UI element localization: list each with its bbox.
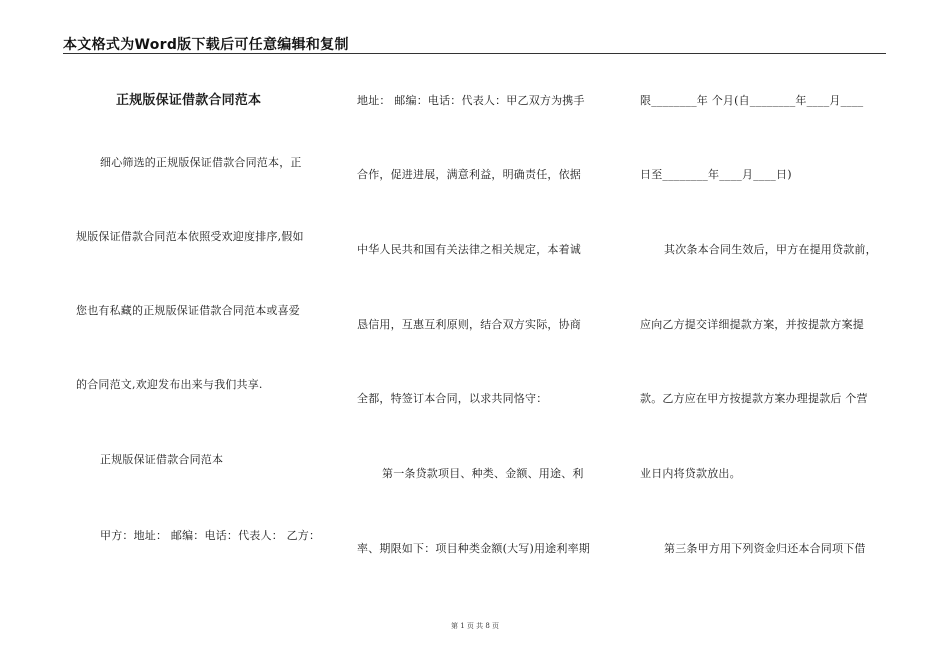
paragraph-line: 合作，促进进展，满意利益，明确责任，依据 <box>357 168 581 181</box>
paragraph-line: 全都，特签订本合同，以求共同恪守： <box>357 392 548 405</box>
clause-heading: 第一条贷款项目、种类、金额、用途、利 <box>382 467 584 480</box>
paragraph-line: 恳信用，互惠互利原则，结合双方实际，协商 <box>357 318 581 331</box>
document-title: 正规版保证借款合同范本 <box>116 93 262 108</box>
paragraph-line: 甲方：地址： 邮编：电话：代表人： 乙方： <box>100 529 321 542</box>
paragraph-line: 细心筛选的正规版保证借款合同范本，正 <box>100 156 302 169</box>
paragraph-line: 您也有私藏的正规版保证借款合同范本或喜爱 <box>76 304 300 317</box>
paragraph-line: 日至________年____月____日) <box>640 168 792 181</box>
paragraph-line: 应向乙方提交详细提款方案，并按提款方案提 <box>640 318 864 331</box>
paragraph-line: 业日内将贷款放出。 <box>640 467 741 480</box>
paragraph-line: 限________年 个月(自________年____月____ <box>640 94 864 107</box>
section-heading: 正规版保证借款合同范本 <box>100 453 224 466</box>
paragraph-line: 款。乙方应在甲方按提款方案办理提款后 个营 <box>640 392 868 405</box>
paragraph-line: 的合同范文,欢迎发布出来与我们共享. <box>76 378 263 391</box>
text-column-2 <box>357 0 619 620</box>
text-column-1 <box>70 0 332 620</box>
page-number: 第 1 页 共 8 页 <box>450 622 500 630</box>
paragraph-line: 地址： 邮编：电话：代表人：甲乙双方为携手 <box>357 94 585 107</box>
text-column-3 <box>640 0 902 620</box>
clause-heading: 其次条本合同生效后，甲方在提用贷款前， <box>664 243 877 256</box>
paragraph-line: 规版保证借款合同范本依照受欢迎度排序,假如 <box>76 230 304 243</box>
paragraph-line: 中华人民共和国有关法律之相关规定，本着诚 <box>357 243 581 256</box>
header-title: 本文格式为Word版下载后可任意编辑和复制 <box>63 37 349 53</box>
clause-heading: 第三条甲方用下列资金归还本合同项下借 <box>664 542 866 555</box>
paragraph-line: 率、期限如下：项目种类金额(大写)用途利率期 <box>357 542 590 555</box>
